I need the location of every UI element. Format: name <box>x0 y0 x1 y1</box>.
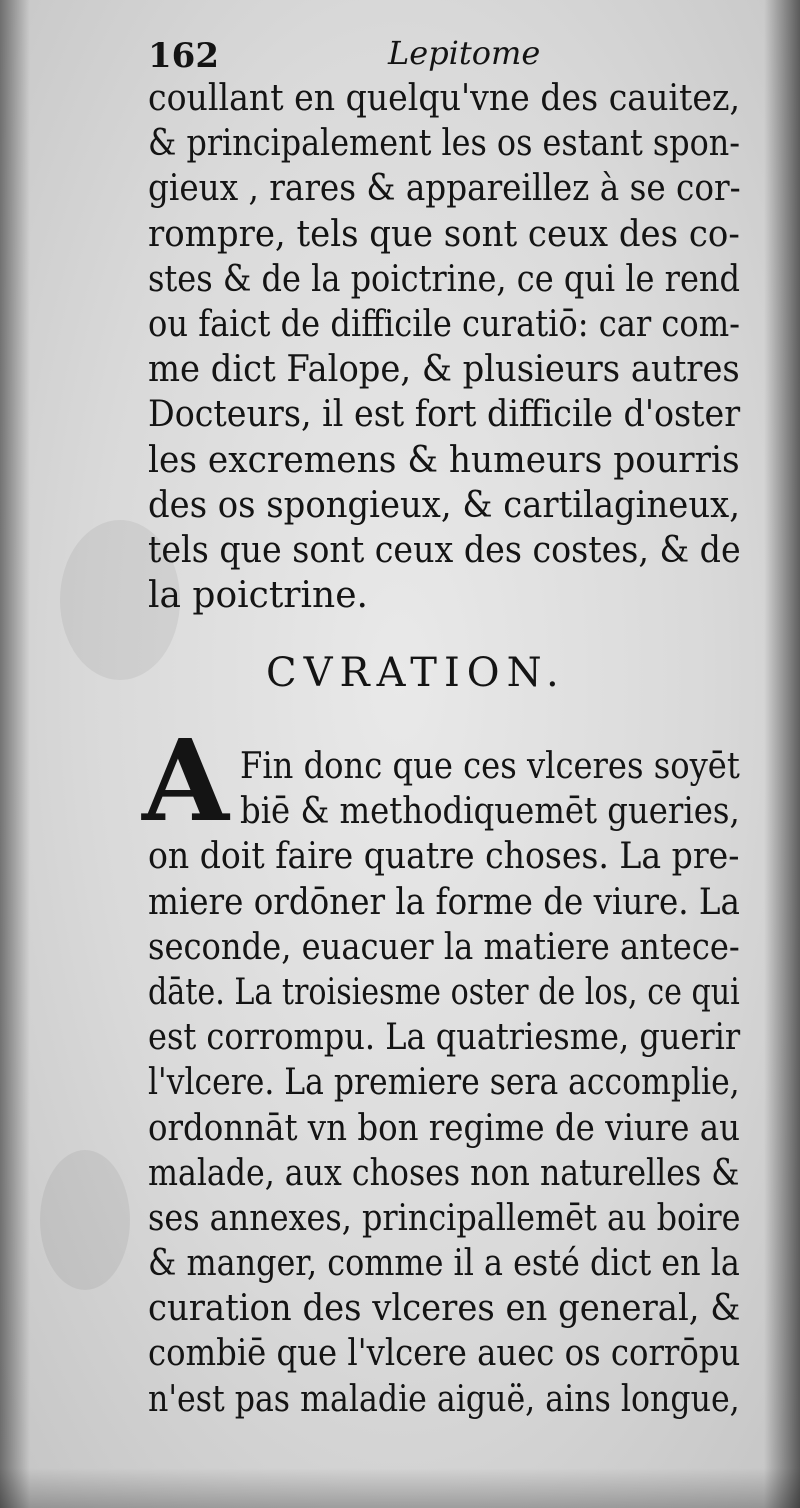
text-line: Docteurs, il est fort difficile d'oster <box>148 394 741 436</box>
page-number: 162 <box>148 36 219 76</box>
text-line: stes & de la poictrine, ce qui le rend <box>148 258 741 300</box>
text-line: & manger, comme il a esté dict en la <box>148 1243 740 1285</box>
text-line: Fin donc que ces vlceres soyēt <box>240 746 740 787</box>
text-line: ou faict de difficile curatiō: car com- <box>148 303 741 345</box>
text-line: curation des vlceres en general, & <box>148 1288 741 1330</box>
text-line: miere ordōner la forme de viure. La <box>148 881 740 923</box>
text-line: combiē que l'vlcere auec os corrōpu <box>148 1333 741 1375</box>
text-line: les excremens & humeurs pourris <box>148 439 740 481</box>
text-line: coullant en quelqu'vne des cauitez, <box>148 78 740 119</box>
text-line: ses annexes, principallemēt au boire <box>148 1197 741 1239</box>
text-line: gieux , rares & appareillez à se cor- <box>148 168 741 210</box>
drop-cap: A <box>142 716 229 847</box>
paragraph-opening-lines <box>240 744 740 834</box>
text-line: dāte. La troisiesme oster de los, ce qui <box>148 971 740 1013</box>
text-line: des os spongieux, & cartilagineux, <box>148 484 740 526</box>
text-line: la poictrine. <box>148 575 368 617</box>
text-line: ordonnāt vn bon regime de viure au <box>148 1107 741 1149</box>
text-line: malade, aux choses non naturelles & <box>148 1152 740 1194</box>
paragraph-body <box>148 834 740 1421</box>
gutter-shadow <box>0 0 30 1508</box>
paragraph-continued <box>148 76 740 618</box>
text-line: tels que sont ceux des costes, & de <box>148 529 741 571</box>
text-line: on doit faire quatre choses. La pre- <box>148 836 740 878</box>
paper-stain <box>40 1150 130 1290</box>
text-line: rompre, tels que sont ceux des co- <box>148 213 740 255</box>
text-line: & principalement les os estant spon- <box>148 123 740 165</box>
text-line: est corrompu. La quatriesme, guerir <box>148 1017 741 1059</box>
section-heading: CVRATION. <box>266 650 566 696</box>
running-head <box>148 30 728 80</box>
text-line: n'est pas maladie aiguë, ains longue, <box>148 1378 740 1420</box>
text-line: me dict Falope, & plusieurs autres <box>148 349 740 391</box>
running-title: Lepitome <box>388 34 541 72</box>
text-line: biē & methodiquemēt gueries, <box>240 791 740 833</box>
page-edge-shadow <box>764 0 800 1508</box>
text-line: l'vlcere. La premiere sera accomplie, <box>148 1062 740 1104</box>
bottom-shadow <box>0 1468 800 1508</box>
text-line: seconde, euacuer la matiere antece- <box>148 926 740 968</box>
